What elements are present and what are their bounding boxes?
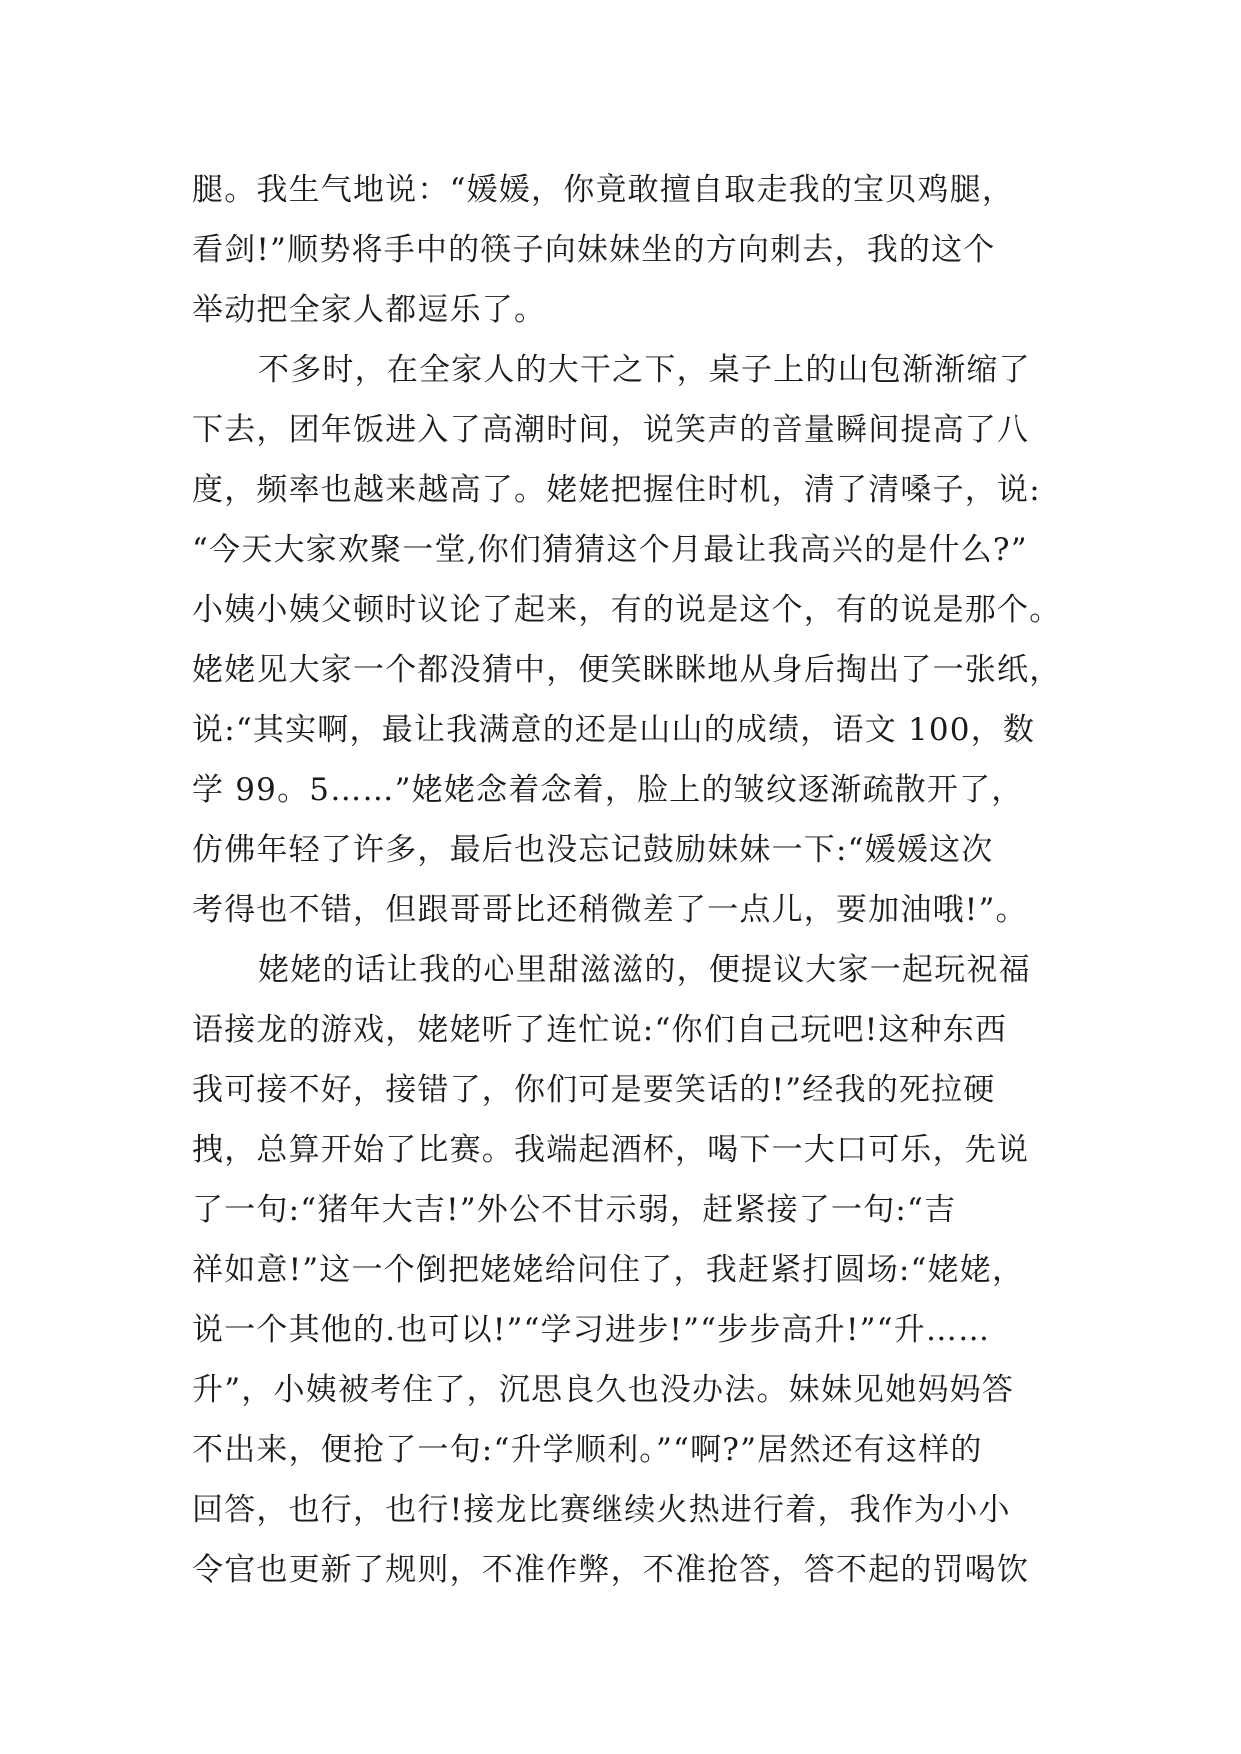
text-line: 腿。我生气地说：“媛媛，你竟敢擅自取走我的宝贝鸡腿， (192, 172, 1015, 208)
text-line: 语接龙的游戏，姥姥听了连忙说:“你们自己玩吧!这种东西 (192, 1012, 1008, 1048)
paragraph-first-line: 不多时，在全家人的大干之下，桌子上的山包渐渐缩了 (258, 352, 1031, 388)
text-line: 说一个其他的.也可以!”“学习进步!”“步步高升!”“升…… (192, 1312, 991, 1348)
text-line: 升”，小姨被考住了，沉思良久也没办法。妹妹见她妈妈答 (192, 1372, 1015, 1408)
text-line: 姥姥见大家一个都没猜中，便笑眯眯地从身后掏出了一张纸， (192, 652, 1062, 688)
paragraph-first-line: 姥姥的话让我的心里甜滋滋的，便提议大家一起玩祝福 (258, 952, 1031, 988)
text-line: 举动把全家人都逗乐了。 (192, 292, 547, 328)
text-line: 度，频率也越来越高了。姥姥把握住时机，清了清嗓子，说: (192, 472, 1041, 508)
text-line: 拽，总算开始了比赛。我端起酒杯，喝下一大口可乐，先说 (192, 1132, 1030, 1168)
text-line: 看剑!”顺势将手中的筷子向妹妹坐的方向刺去，我的这个 (192, 232, 996, 268)
text-line: “今天大家欢聚一堂,你们猜猜这个月最让我高兴的是什么?” (192, 532, 1028, 568)
text-line: 小姨小姨父顿时议论了起来，有的说是这个，有的说是那个。 (192, 592, 1062, 628)
text-line: 回答，也行，也行!接龙比赛继续火热进行着，我作为小小 (192, 1492, 1011, 1528)
text-line: 说:“其实啊，最让我满意的还是山山的成绩，语文 100，数 (192, 712, 1036, 748)
text-line: 祥如意!”这一个倒把姥姥给问住了，我赶紧打圆场:“姥姥， (192, 1252, 1025, 1288)
text-line: 了一句:“猪年大吉!”外公不甘示弱，赶紧接了一句:“吉 (192, 1192, 957, 1228)
text-line: 学 99。5……”姥姥念着念着，脸上的皱纹逐渐疏散开了， (192, 772, 1024, 808)
text-line: 不出来，便抢了一句:“升学顺利。”“啊?”居然还有这样的 (192, 1432, 983, 1468)
body-text (192, 160, 1072, 1600)
text-line: 我可接不好，接错了，你们可是要笑话的!”经我的死拉硬 (192, 1072, 996, 1108)
text-line: 令官也更新了规则，不准作弊，不准抢答，答不起的罚喝饮 (192, 1552, 1030, 1588)
text-line: 考得也不错，但跟哥哥比还稍微差了一点儿，要加油哦!”。 (192, 892, 1028, 928)
text-line: 仿佛年轻了许多，最后也没忘记鼓励妹妹一下:“媛媛这次 (192, 832, 994, 868)
text-line: 下去，团年饭进入了高潮时间，说笑声的音量瞬间提高了八 (192, 412, 1030, 448)
